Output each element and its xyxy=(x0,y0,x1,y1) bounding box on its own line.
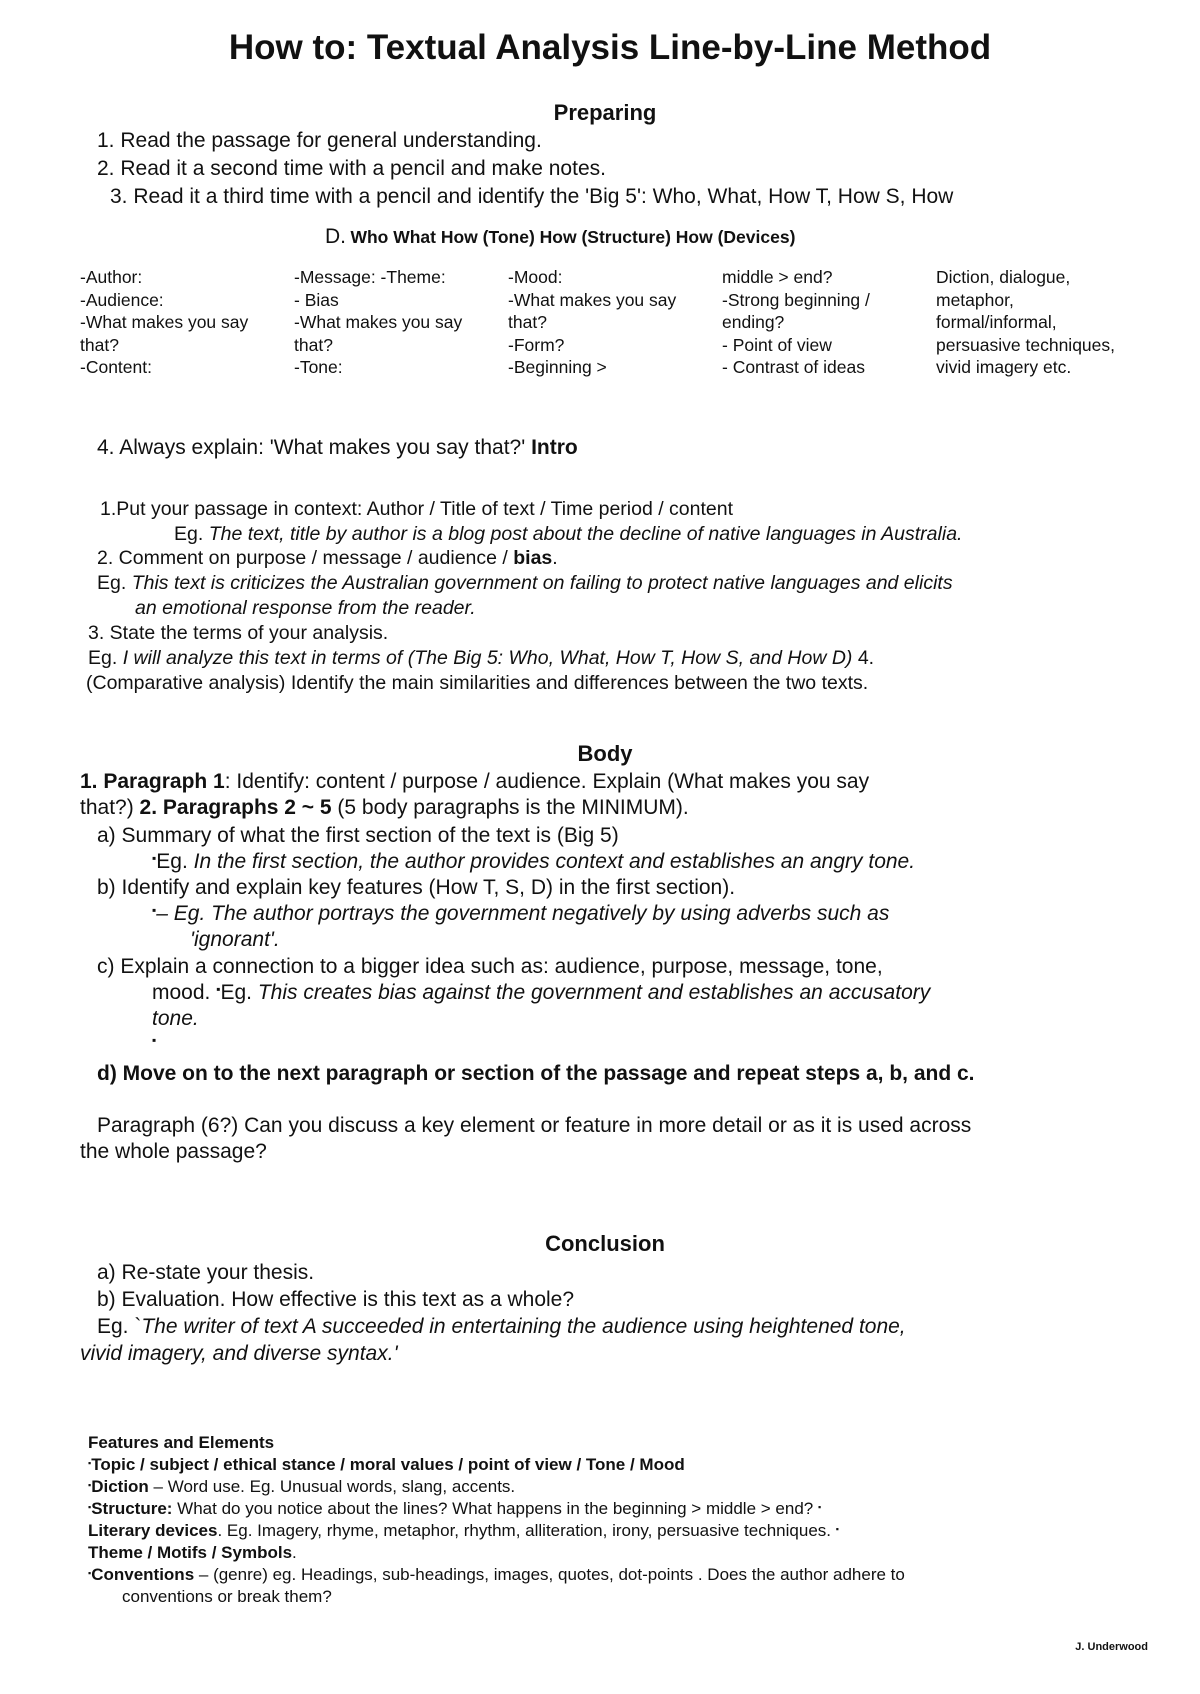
big5-cell: -Strong beginning / xyxy=(722,289,870,310)
big5-cell: - Bias xyxy=(294,289,339,310)
intro-item-3-example xyxy=(88,647,874,670)
body-paragraph-1 xyxy=(80,770,869,794)
body-step-c-line-3: tone. xyxy=(152,1007,199,1030)
feature-label: Topic / subject / ethical stance / moral values / point of view / Tone / Mood xyxy=(91,1455,685,1474)
big5-column-who xyxy=(80,266,285,379)
preparing-step-2: 2. Read it a second time with a pencil and make notes. xyxy=(97,157,606,180)
bullet-icon: ▪ xyxy=(88,1458,92,1468)
big5-column-how-structure xyxy=(722,266,927,379)
intro-item-4: (Comparative analysis) Identify the main similarities and differences between the two texts. xyxy=(86,672,869,694)
intro-item-2-example-cont: an emotional response from the reader. xyxy=(135,597,476,619)
body-heading: Body xyxy=(577,741,633,766)
big5-cell: -Message: -Theme: xyxy=(294,267,446,287)
big5-cell: -Form? xyxy=(508,334,565,355)
big5-cell: -Beginning > xyxy=(508,357,607,377)
feature-structure xyxy=(88,1499,821,1519)
big5-cell: -Mood: xyxy=(508,267,563,287)
eg-prefix: Eg. xyxy=(220,981,253,1004)
big5-cell: -What makes you say xyxy=(508,289,677,310)
intro-heading: Intro xyxy=(531,436,578,459)
big5-cell: -Tone: xyxy=(294,357,343,377)
bullet-icon: ▪ xyxy=(88,1568,92,1578)
preparing-step-3: 3. Read it a third time with a pencil and identify the 'Big 5': Who, What, How T, How S, How xyxy=(110,185,954,208)
body-step-b: b) Identify and explain key features (How T, S, D) in the first section). xyxy=(97,876,736,899)
big5-header-prefix: D. xyxy=(325,225,346,248)
feature-text: – Word use. Eg. Unusual words, slang, accents. xyxy=(153,1477,516,1496)
feature-text: . Eg. Imagery, rhyme, metaphor, rhythm, alliteration, irony, persuasive techniques. xyxy=(217,1521,832,1540)
preparing-step-1: 1. Read the passage for general understanding. xyxy=(97,129,542,152)
intro-item-2-example xyxy=(97,572,953,595)
body-step-b-example xyxy=(152,902,889,926)
big5-cell: vivid imagery etc. xyxy=(936,357,1072,377)
author-signature: J. Underwood xyxy=(1075,1641,1148,1653)
feature-text: – (genre) eg. Headings, sub-headings, images, quotes, dot-points . Does the author adhere to xyxy=(198,1565,905,1584)
big5-header xyxy=(325,225,795,249)
feature-label: Conventions xyxy=(91,1565,195,1584)
feature-suffix: . xyxy=(292,1543,297,1562)
intro-item-1: 1.Put your passage in context: Author / Title of text / Time period / content xyxy=(100,498,734,520)
body-step-c: c) Explain a connection to a bigger idea such as: audience, purpose, message, tone, xyxy=(97,955,883,978)
big5-cell: that? xyxy=(294,334,333,355)
body-paragraph-2 xyxy=(80,796,689,820)
bullet-icon: ▪ xyxy=(88,1502,92,1512)
body-step-d: d) Move on to the next paragraph or section of the passage and repeat steps a, b, and c. xyxy=(97,1062,975,1085)
feature-label: Theme / Motifs / Symbols xyxy=(88,1543,293,1562)
preparing-heading: Preparing xyxy=(553,100,657,125)
intro-item-1-example xyxy=(174,523,962,546)
body-step-b-example-cont: 'ignorant'. xyxy=(190,928,280,951)
paragraph-text: : Identify: content / purpose / audience. Explain (What makes you say xyxy=(224,770,870,793)
body-paragraph-6: Paragraph (6?) Can you discuss a key element or feature in more detail or as it is used across xyxy=(97,1114,972,1137)
big5-column-how-devices xyxy=(936,266,1166,379)
feature-literary-devices xyxy=(88,1521,839,1541)
conclusion-step-b: b) Evaluation. How effective is this text as a whole? xyxy=(97,1288,575,1311)
feature-topic xyxy=(88,1455,685,1475)
body-step-c-line-2 xyxy=(152,981,930,1005)
big5-cell: - Contrast of ideas xyxy=(722,357,865,377)
body-step-a-example xyxy=(152,850,915,874)
big5-cell: -Author: xyxy=(80,267,143,287)
body-step-a: a) Summary of what the first section of the text is (Big 5) xyxy=(97,824,619,847)
item-number: 4. xyxy=(857,647,875,669)
big5-cell: - Point of view xyxy=(722,334,832,355)
bullet-icon: ▪ xyxy=(152,851,157,865)
big5-cell: formal/informal, xyxy=(936,312,1057,332)
feature-text: What do you notice about the lines? What happens in the beginning > middle > end? xyxy=(177,1499,814,1518)
feature-label: Diction xyxy=(91,1477,149,1496)
item-text: 2. Comment on purpose / message / audience / xyxy=(97,547,508,569)
big5-column-what xyxy=(294,266,499,379)
conclusion-heading: Conclusion xyxy=(545,1231,665,1256)
body-paragraph-6-cont: the whole passage? xyxy=(80,1140,267,1163)
step-4-line xyxy=(97,436,578,460)
bullet-icon: ▪ xyxy=(817,1502,822,1512)
example-text: This text is criticizes the Australian government on failing to protect native languages and elicits xyxy=(131,572,953,594)
feature-conventions-cont: conventions or break them? xyxy=(122,1587,332,1606)
example-text: The writer of text A succeeded in entertaining the audience using heightened tone, xyxy=(141,1315,906,1338)
bullet-icon: ▪ xyxy=(216,982,221,996)
example-text: – Eg. The author portrays the government negatively by using adverbs such as xyxy=(156,902,890,925)
big5-column-how-tone xyxy=(508,266,713,379)
big5-cell: that? xyxy=(80,334,119,355)
eg-prefix: Eg. xyxy=(88,647,118,669)
big5-cell: persuasive techniques, xyxy=(936,334,1115,355)
paragraph-text: (5 body paragraphs is the MINIMUM). xyxy=(337,796,689,819)
big5-cell: ending? xyxy=(722,312,785,332)
feature-label: Literary devices xyxy=(88,1521,218,1540)
eg-prefix: Eg. xyxy=(156,850,188,873)
big5-cell: that? xyxy=(508,312,547,332)
feature-diction xyxy=(88,1477,515,1497)
paragraph-text: that?) xyxy=(80,796,134,819)
intro-item-3: 3. State the terms of your analysis. xyxy=(88,622,389,644)
big5-cell: middle > end? xyxy=(722,267,833,287)
big5-cell: -Audience: xyxy=(80,289,164,310)
feature-conventions xyxy=(88,1565,905,1585)
example-text: In the first section, the author provides context and establishes an angry tone. xyxy=(193,850,916,873)
step-4-text: 4. Always explain: 'What makes you say that?' xyxy=(97,436,526,459)
conclusion-example xyxy=(97,1315,906,1339)
bullet-icon: ▪ xyxy=(152,1033,157,1047)
feature-theme xyxy=(88,1543,297,1563)
conclusion-step-a: a) Re-state your thesis. xyxy=(97,1261,315,1284)
eg-prefix: Eg. xyxy=(97,572,127,594)
example-text: This creates bias against the government and establishes an accusatory xyxy=(257,981,931,1004)
paragraph-label: 1. Paragraph 1 xyxy=(80,770,225,793)
paragraph-label: 2. Paragraphs 2 ~ 5 xyxy=(139,796,332,819)
bullet-icon: ▪ xyxy=(835,1524,839,1534)
bias-label: bias xyxy=(513,547,553,569)
step-text: mood. xyxy=(152,981,211,1004)
big5-header-labels: Who What How (Tone) How (Structure) How (Devices) xyxy=(350,227,796,247)
example-text: The text, title by author is a blog post about the decline of native languages in Australia. xyxy=(208,523,963,545)
conclusion-example-cont: vivid imagery, and diverse syntax.' xyxy=(80,1342,398,1365)
big5-cell: -What makes you say xyxy=(294,312,463,332)
feature-label: Structure: xyxy=(91,1499,173,1518)
eg-prefix: Eg. xyxy=(174,523,204,545)
eg-prefix: Eg. ` xyxy=(97,1315,142,1338)
example-text: I will analyze this text in terms of (The Big 5: Who, What, How T, How S, and How D) xyxy=(122,647,853,669)
bullet-icon: ▪ xyxy=(152,903,157,917)
bullet-icon: ▪ xyxy=(88,1480,92,1490)
big5-cell: Diction, dialogue, xyxy=(936,267,1071,287)
intro-item-2 xyxy=(97,547,558,570)
big5-cell: metaphor, xyxy=(936,289,1014,310)
item-suffix: . xyxy=(552,547,558,569)
big5-cell: -Content: xyxy=(80,357,152,377)
features-heading: Features and Elements xyxy=(88,1433,275,1452)
page-title: How to: Textual Analysis Line-by-Line Method xyxy=(228,28,992,67)
big5-cell: -What makes you say xyxy=(80,312,249,332)
